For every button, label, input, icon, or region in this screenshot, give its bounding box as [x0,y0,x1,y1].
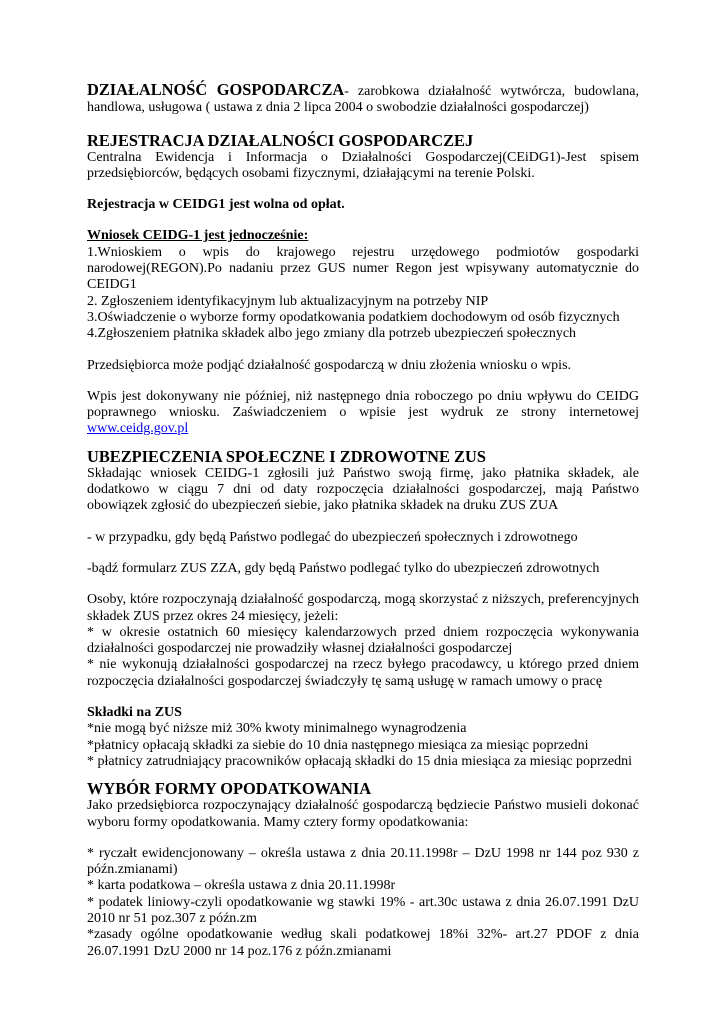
insurance-heading: UBEZPIECZENIA SPOŁECZNE I ZDROWOTNE ZUS [87,446,486,466]
ceidg-link[interactable]: www.ceidg.gov.pl [87,421,189,437]
contributions-item: * płatnicy zatrudniający pracowników opłacają składki do 15 dnia miesiąca za miesiąc poprzedni [87,753,633,769]
wniosek-item: 3.Oświadczenie o wyborze formy opodatkowania podatkiem dochodowym od osób fizycznych [87,309,620,325]
registration-heading: REJESTRACJA DZIAŁALNOŚCI GOSPODARCZEJ [87,130,474,150]
document-page [87,81,639,960]
insurance-case-2: -bądź formularz ZUS ZZA, gdy będą Państwo podlegać tylko do ubezpieczeń zdrowotnych [87,560,600,576]
contributions-item: *płatnicy opłacają składki za siebie do 10 dnia następnego miesiąca za miesiąc poprzedni [87,737,589,753]
tax-form-item: *zasady ogólne opodatkowanie według skali podatkowej 18%i 32%- art.27 PDOF z dnia 26.07.1991 DzU 2000 nr 14 poz.176 z późn.zmianami [87,927,639,959]
taxation-heading: WYBÓR FORMY OPODATKOWANIA [87,779,372,799]
wniosek-item: 4.Zgłoszeniem płatnika składek albo jego zmiany dla potrzeb ubezpieczeń społecznych [87,326,577,342]
tax-form-item: * karta podatkowa – określa ustawa z dnia 20.11.1998r [87,878,396,894]
contributions-item: *nie mogą być niższe miż 30% kwoty minimalnego wynagrodzenia [87,721,467,737]
tax-form-item: * podatek liniowy-czyli opodatkowanie wg stawki 19% - art.30c ustawa z dnia 26.07.1991 DzU 2010 nr 51 poz.307 z późn.zm [87,894,639,926]
wniosek-heading: Wniosek CEIDG-1 jest jednocześnie: [87,228,309,244]
wniosek-item: 1.Wnioskiem o wpis do krajowego rejestru urzędowego podmiotów gospodarki narodowej(REGON).Po nadaniu przez GUS numer Regon jest wpisywany automatycznie do CEIDG1 [87,244,639,293]
preferential-item: * nie wykonują działalności gospodarczej na rzecz byłego pracodawcy, u którego przed dniem rozpoczęcia działalności gospodarczej świadczyły tę samą usługę w ramach umowy o pracę [87,657,639,689]
wniosek-item: 2. Zgłoszeniem identyfikacyjnym lub aktualizacyjnym na potrzeby NIP [87,293,489,309]
intro-title: DZIAŁALNOŚĆ GOSPODARCZA [87,80,345,99]
entry-paragraph [87,389,639,438]
intro-text: - zarobkowa działalność wytwórcza, budowlana, handlowa, usługowa ( ustawa z dnia 2 lipca 2004 o swobodzie działalności gospodarczej) [87,84,639,116]
registration-text: Centralna Ewidencja i Informacja o Działalności Gospodarczej(CEiDG1)-Jest spisem przedsiębiorców, będących osobami fizycznymi, działającymi na terenie Polski. [87,149,639,181]
insurance-case-1: - w przypadku, gdy będą Państwo podlegać do ubezpieczeń społecznych i zdrowotnego [87,529,578,545]
start-note: Przedsiębiorca może podjąć działalność gospodarczą w dniu złożenia wniosku o wpis. [87,357,572,373]
registration-free-note: Rejestracja w CEIDG1 jest wolna od opłat. [87,197,345,213]
tax-form-item: * ryczałt ewidencjonowany – określa ustawa z dnia 20.11.1998r – DzU 1998 nr 144 poz 930 z późn.zmianami) [87,845,639,878]
intro-paragraph [87,81,639,117]
entry-text: Wpis jest dokonywany nie później, niż następnego dnia roboczego po dniu wpływu do CEIDG poprawnego wniosku. Zaświadczeniem o wpisie jest wydruk ze strony internetowej [87,388,639,421]
preferential-item: * w okresie ostatnich 60 miesięcy kalendarzowych przed dniem rozpoczęcia wykonywania działalności gospodarczej nie prowadziły własnej działalności gospodarczej [87,624,639,657]
taxation-text: Jako przedsiębiorca rozpoczynający działalność gospodarczą będziecie Państwo musieli dokonać wyboru formy opodatkowania. Mamy cztery formy opodatkowania: [87,798,639,830]
contributions-heading: Składki na ZUS [87,705,182,721]
preferential-intro: Osoby, które rozpoczynają działalność gospodarczą, mogą skorzystać z niższych, preferencyjnych składek ZUS przez okres 24 miesięcy, jeżeli: [87,592,639,624]
insurance-text: Składając wniosek CEIDG-1 zgłosili już Państwo swoją firmę, jako płatnika składek, ale dodatkowo w ciągu 7 dni od daty rozpoczęcia działalności gospodarczej, mają Państwo obowiązek zgłosić do ubezpieczeń siebie, jako płatnika składek na druku ZUS ZUA [87,465,639,514]
